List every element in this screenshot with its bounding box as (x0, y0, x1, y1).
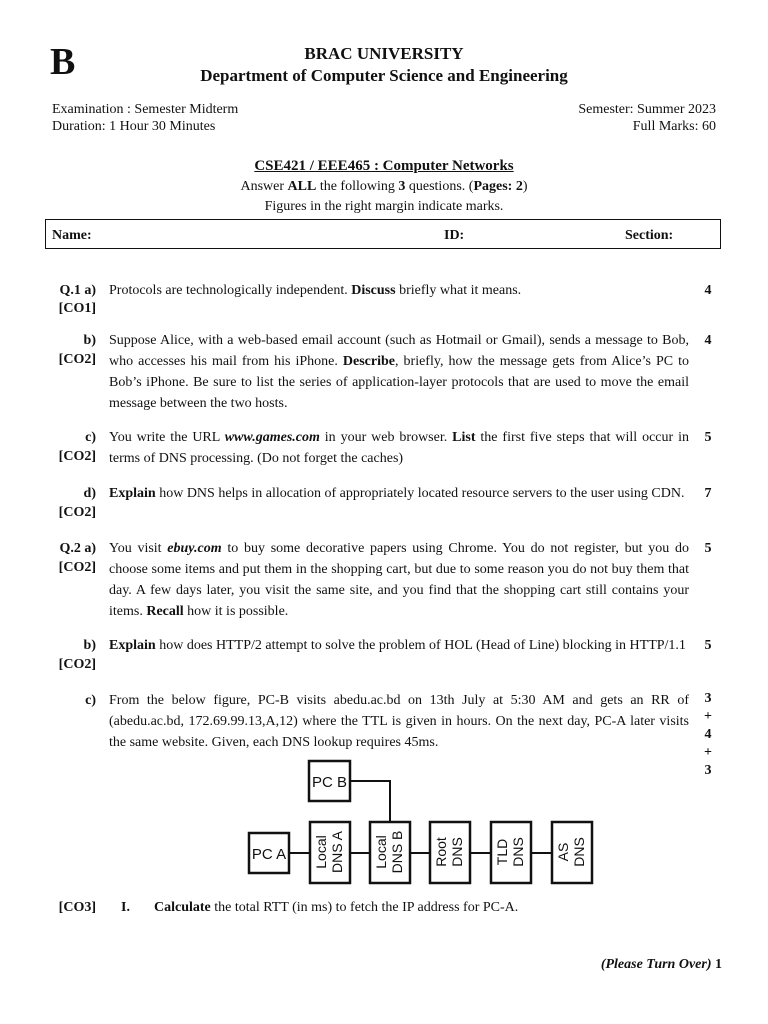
instr-bold-num: 3 (398, 179, 406, 194)
question-label: b) (83, 333, 96, 348)
question-marks: 5 (704, 638, 712, 653)
question-text: Protocols are technologically independent. Discuss briefly what it means. (109, 283, 522, 298)
exam-duration: Duration: 1 Hour 30 Minutes (52, 119, 216, 134)
question-text: Explain how does HTTP/2 attempt to solve the problem of HOL (Head of Line) blocking in HTTP/1.1 (109, 638, 686, 653)
course-title: CSE421 / EEE465 : Computer Networks (254, 158, 514, 174)
marks-part: 3 (704, 691, 712, 706)
instr-bold-pages: Pages: 2 (473, 179, 523, 194)
tld-dns-line2: DNS (510, 837, 526, 867)
question-text: Explain how DNS helps in allocation of appropriately located resource servers to the user using CDN. (109, 486, 685, 501)
question-text: Suppose Alice, with a web-based email account (such as Hotmail or Gmail), sends a message to Bob, who accesses his mail from his iPhone. Describe, briefly, how the message gets from Alice’s PC to Bob’s iPhone. Be sure to list the series of application-layer protocols that are used to move the email message between the two hosts. (109, 333, 689, 411)
full-marks: Full Marks: 60 (632, 119, 716, 134)
co-label: [CO2] (58, 352, 96, 367)
instr-text: questions. ( (405, 179, 474, 194)
question-label: Q.1 a) (59, 283, 96, 298)
question-label: c) (85, 430, 96, 445)
co-label: [CO2] (58, 657, 96, 672)
question-marks: 5 (704, 541, 712, 556)
question-marks: 5 (704, 430, 712, 445)
question-label: b) (83, 638, 96, 653)
as-dns-line1: AS (555, 842, 571, 862)
question-label: c) (85, 693, 96, 708)
instr-text: ) (522, 179, 528, 194)
question-text: From the below figure, PC-B visits abedu.ac.bd on 13th July at 5:30 AM and gets an RR of (abedu.ac.bd, 172.69.99.13,A,12) where the TTL is given in hours. On the next day, PC-A later visits the same website. Given, each DNS lookup requires 45ms. (109, 693, 689, 750)
pc-b-label: PC B (311, 774, 348, 791)
question-label: d) (83, 486, 96, 501)
link-pcb-dnsb (350, 781, 390, 822)
root-dns-line2: DNS (449, 837, 465, 867)
local-dns-b-line2: DNS B (389, 830, 405, 874)
instr-bold-all: ALL (287, 179, 317, 194)
co-label: [CO1] (58, 301, 96, 316)
instr-text: the following (316, 179, 399, 194)
name-label: Name: (52, 228, 92, 243)
section-label: Section: (625, 228, 674, 243)
page-footer (601, 957, 722, 973)
marks-plus: + (704, 745, 712, 760)
question-text: You write the URL www.games.com in your web browser. List the first five steps that will occur in terms of DNS processing. (Do not forget the caches) (109, 430, 689, 466)
university-name: BRAC UNIVERSITY (304, 44, 464, 63)
as-dns-line2: DNS (571, 837, 587, 867)
co-label: [CO2] (58, 449, 96, 464)
question-text: You visit ebuy.com to buy some decorative papers using Chrome. You do not register, but you do choose some items and put them in the shopping cart, but due to some reason you do not buy them that day. A few days later, you visit the same site, and you find that the shopping cart still contains your items. Recall how it is possible. (109, 541, 689, 619)
co-label: [CO3] (58, 900, 96, 915)
question-marks: 7 (704, 486, 712, 501)
examination-type: Examination : Semester Midterm (52, 102, 239, 117)
root-dns-line1: Root (433, 837, 449, 867)
marks-plus: + (704, 709, 712, 724)
turn-over-note: (Please Turn Over) (600, 957, 712, 972)
marks-part: 4 (704, 727, 712, 742)
co-label: [CO2] (58, 560, 96, 575)
semester: Semester: Summer 2023 (578, 102, 716, 117)
local-dns-a-line2: DNS A (329, 830, 345, 874)
department-name: Department of Computer Science and Engineering (200, 66, 568, 85)
marks-instruction: Figures in the right margin indicate marks. (264, 199, 504, 214)
marks-part: 3 (704, 763, 712, 778)
id-label: ID: (444, 228, 465, 243)
co-label: [CO2] (58, 505, 96, 520)
instr-text: Answer (240, 179, 288, 194)
exam-set-letter: B (50, 41, 76, 83)
question-marks: 4 (704, 333, 712, 348)
page-number: 1 (715, 957, 722, 972)
pc-a-label: PC A (251, 846, 287, 863)
tld-dns-line1: TLD (494, 838, 510, 866)
local-dns-b-line1: Local (373, 835, 389, 869)
subquestion-text: Calculate the total RTT (in ms) to fetch the IP address for PC-A. (154, 900, 519, 915)
question-label: Q.2 a) (59, 541, 96, 556)
local-dns-a-line1: Local (313, 835, 329, 869)
subquestion-number: I. (121, 900, 130, 915)
question-marks: 4 (704, 283, 712, 298)
